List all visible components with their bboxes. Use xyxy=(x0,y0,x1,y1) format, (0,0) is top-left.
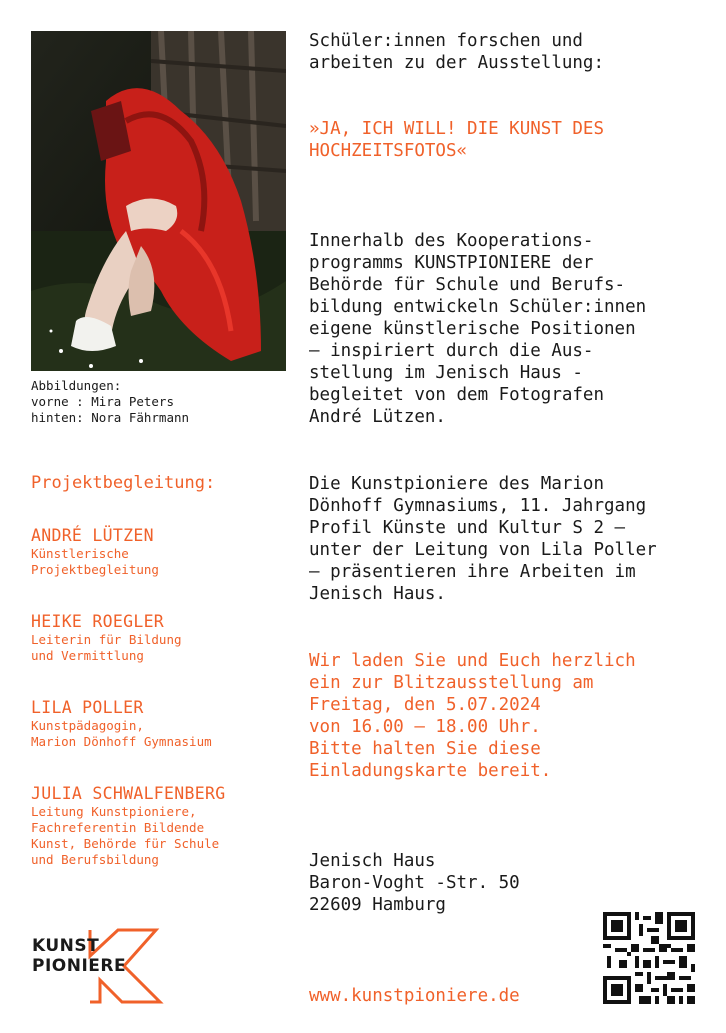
website-link[interactable]: www.kunstpioniere.de xyxy=(309,986,520,1006)
logo-line: KUNST xyxy=(32,936,100,956)
logo-line: PIONIERE xyxy=(32,956,127,976)
project-heading: Projektbegleitung: xyxy=(31,473,216,493)
address-line: Baron-Voght -Str. 50 xyxy=(309,873,520,893)
person-name: LILA POLLER xyxy=(31,698,144,717)
person-role: Leiterin für Bildung und Vermittlung xyxy=(31,632,182,663)
photo-icon xyxy=(31,31,286,371)
caption-line: Abbildungen: xyxy=(31,378,122,393)
paragraph-school: Die Kunstpioniere des Marion Dönhoff Gymnasiums, 11. Jahrgang Profil Künste und Kultur S 2 – unter der Leitung von Lila Poller – präsentieren ihre Arbeiten im Jenisch Haus. xyxy=(309,474,657,604)
intro-text: Schüler:innen forschen und arbeiten zu der Ausstellung: xyxy=(309,31,605,73)
person-role: Kunstpädagogin, Marion Dönhoff Gymnasium xyxy=(31,718,212,749)
person-name: ANDRÉ LÜTZEN xyxy=(31,526,154,545)
address-line: Jenisch Haus xyxy=(309,851,436,871)
invitation-text: Wir laden Sie und Euch herzlich ein zur Blitzausstellung am Freitag, den 5.07.2024 von 16.00 – 18.00 Uhr. Bitte halten Sie diese Einladungskarte bereit. xyxy=(309,651,636,781)
person-role: Künstlerische Projektbegleitung xyxy=(31,546,159,577)
qr-code-icon xyxy=(603,912,695,1004)
person-block xyxy=(31,698,212,750)
person-block xyxy=(31,784,225,868)
person-block xyxy=(31,526,159,578)
photo-caption xyxy=(31,378,189,426)
caption-line: hinten: Nora Fährmann xyxy=(31,410,190,425)
address-line: 22609 Hamburg xyxy=(309,895,446,915)
exhibition-title: »JA, ICH WILL! DIE KUNST DES HOCHZEITSFOTOS« xyxy=(309,119,605,161)
cover-photo xyxy=(31,31,286,371)
person-name: HEIKE ROEGLER xyxy=(31,612,165,631)
person-block xyxy=(31,612,182,664)
paragraph-program: Innerhalb des Kooperations- programms KUNSTPIONIERE der Behörde für Schule und Berufs- bildung entwickeln Schüler:innen eigene künstlerische Positionen – inspiriert durch die Aus- stellung im Jenisch Haus - begleitet von dem Fotografen André Lützen. xyxy=(309,231,647,427)
caption-line: vorne : Mira Peters xyxy=(31,394,174,409)
kunstpioniere-logo xyxy=(30,928,165,1006)
address xyxy=(309,850,520,916)
person-name: JULIA SCHWALFENBERG xyxy=(31,784,226,803)
person-role: Leitung Kunstpioniere, Fachreferentin Bildende Kunst, Behörde für Schule und Berufsbildung xyxy=(31,804,220,867)
